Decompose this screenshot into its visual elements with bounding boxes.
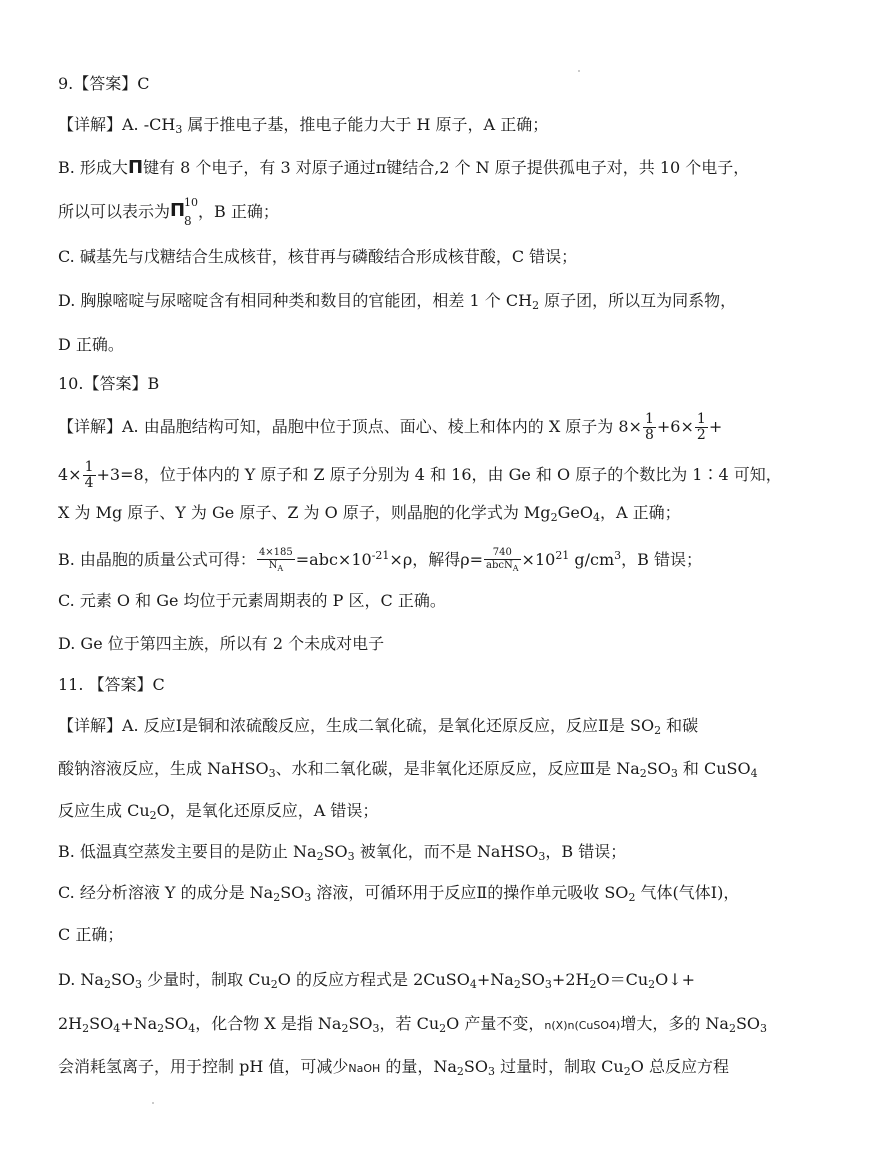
fraction: $\frac{1}{4}$ bbox=[84, 459, 94, 491]
scan-speck bbox=[152, 1102, 154, 1104]
q10-line-a2: 4× $\frac{1}{4}$ +3=8，位于体内的 Y 原子和 Z 原子分别为 4 和 16，由 Ge 和 O 原子的个数比为 1∶4 可知， bbox=[58, 459, 782, 491]
q11-line-a2: 酸钠溶液反应，生成 NaHSO$_3$、水和二氧化碳，是非氧化还原反应，反应Ⅲ是 $Na_2SO_3$ 和 CuSO$_4$ bbox=[58, 759, 758, 780]
fraction: $\frac{4\times 185}{N_A}$ bbox=[258, 546, 293, 573]
q9-line-d1: D. 胸腺嘧啶与尿嘧啶含有相同种类和数目的官能团，相差 1 个 $CH_2$ 原子团，所以互为同系物， bbox=[58, 291, 737, 312]
q11-header: 11. 【答案】C bbox=[58, 675, 165, 694]
q10-header: 10.【答案】B bbox=[58, 374, 160, 393]
q10-line-c: C. 元素 O 和 Ge 均位于元素周期表的 P 区，C 正确。 bbox=[58, 591, 446, 610]
pi-symbol: Π bbox=[127, 157, 144, 178]
q9-line-b2: 所以可以表示为 Π 10 8 ，B 正确； bbox=[58, 196, 279, 228]
pi-notation: Π 10 8 bbox=[170, 196, 199, 228]
q10-line-a1: 【详解】A. 由晶胞结构可知，晶胞中位于顶点、面心、棱上和体内的 X 原子为 8× $\frac{1}{8}$ +6× $\frac{1}{2}$ + bbox=[58, 411, 723, 443]
q11-line-d2: $2H_2SO_4+Na_2SO_4$，化合物 X 是指 $Na_2SO_3$，若 $Cu_2O$ 产量不变，n(X)n(CuSO4)增大，多的 $Na_2SO_3$ bbox=[58, 1014, 768, 1035]
q11-line-b: B. 低温真空蒸发主要目的是防止 $Na_2SO_3$ 被氧化，而不是 NaHSO$_3$，B 错误； bbox=[58, 842, 627, 863]
q9-line-b1: B. 形成大Π键有 8 个电子，有 3 对原子通过π键结合,2 个 N 原子提供孤电子对，共 10 个电子， bbox=[58, 157, 750, 178]
fraction: $\frac{1}{8}$ bbox=[644, 411, 654, 443]
q10-line-b: B. 由晶胞的质量公式可得： $\frac{4\times 185}{N_A}$ $=abc\times 10^{-21}\times\rho$，解得ρ= $\frac{740}{abcN_A}$ $\times 10^{21}$ $g/cm^3$，B 错误； bbox=[58, 546, 703, 573]
q11-line-d3: 会消耗氢离子，用于控制 pH 值，可减少NaOH 的量，$Na_2SO_3$ 过量时，制取 $Cu_2O$ 总反应方程 bbox=[58, 1057, 729, 1078]
q11-line-d1: D. $Na_2SO_3$ 少量时，制取 $Cu_2O$ 的反应方程式是 $2CuSO_4+Na_2SO_3+2H_2O=Cu_2O↓+$ bbox=[58, 970, 696, 991]
q11-line-c1: C. 经分析溶液 Y 的成分是 $Na_2SO_3$ 溶液，可循环用于反应Ⅱ的操作单元吸收 $SO_2$ 气体(气体Ⅰ)， bbox=[58, 883, 740, 904]
q11-line-a1: 【详解】A. 反应Ⅰ是铜和浓硫酸反应，生成二氧化硫，是氧化还原反应，反应Ⅱ是 $SO_2$ 和碳 bbox=[58, 716, 699, 737]
q10-line-a3: X 为 Mg 原子、Y 为 Ge 原子、Z 为 O 原子，则晶胞的化学式为 $Mg_2GeO_4$，A 正确； bbox=[58, 503, 681, 524]
q9-header: 9.【答案】C bbox=[58, 74, 150, 93]
q11-line-c2: C 正确； bbox=[58, 925, 124, 944]
scan-speck bbox=[578, 70, 580, 72]
fraction: $\frac{740}{abcN_A}$ bbox=[486, 546, 519, 573]
q11-line-a3: 反应生成 $Cu_2O$，是氧化还原反应，A 错误； bbox=[58, 801, 379, 822]
q9-line-a: 【详解】A. $-CH_3$ 属于推电子基，推电子能力大于 H 原子，A 正确； bbox=[58, 115, 549, 136]
fraction: $\frac{1}{2}$ bbox=[696, 411, 706, 443]
q9-line-c: C. 碱基先与戊糖结合生成核苷，核苷再与磷酸结合形成核苷酸，C 错误； bbox=[58, 247, 578, 266]
q10-line-d: D. Ge 位于第四主族，所以有 2 个未成对电子 bbox=[58, 634, 385, 653]
q9-line-d2: D 正确。 bbox=[58, 335, 124, 354]
